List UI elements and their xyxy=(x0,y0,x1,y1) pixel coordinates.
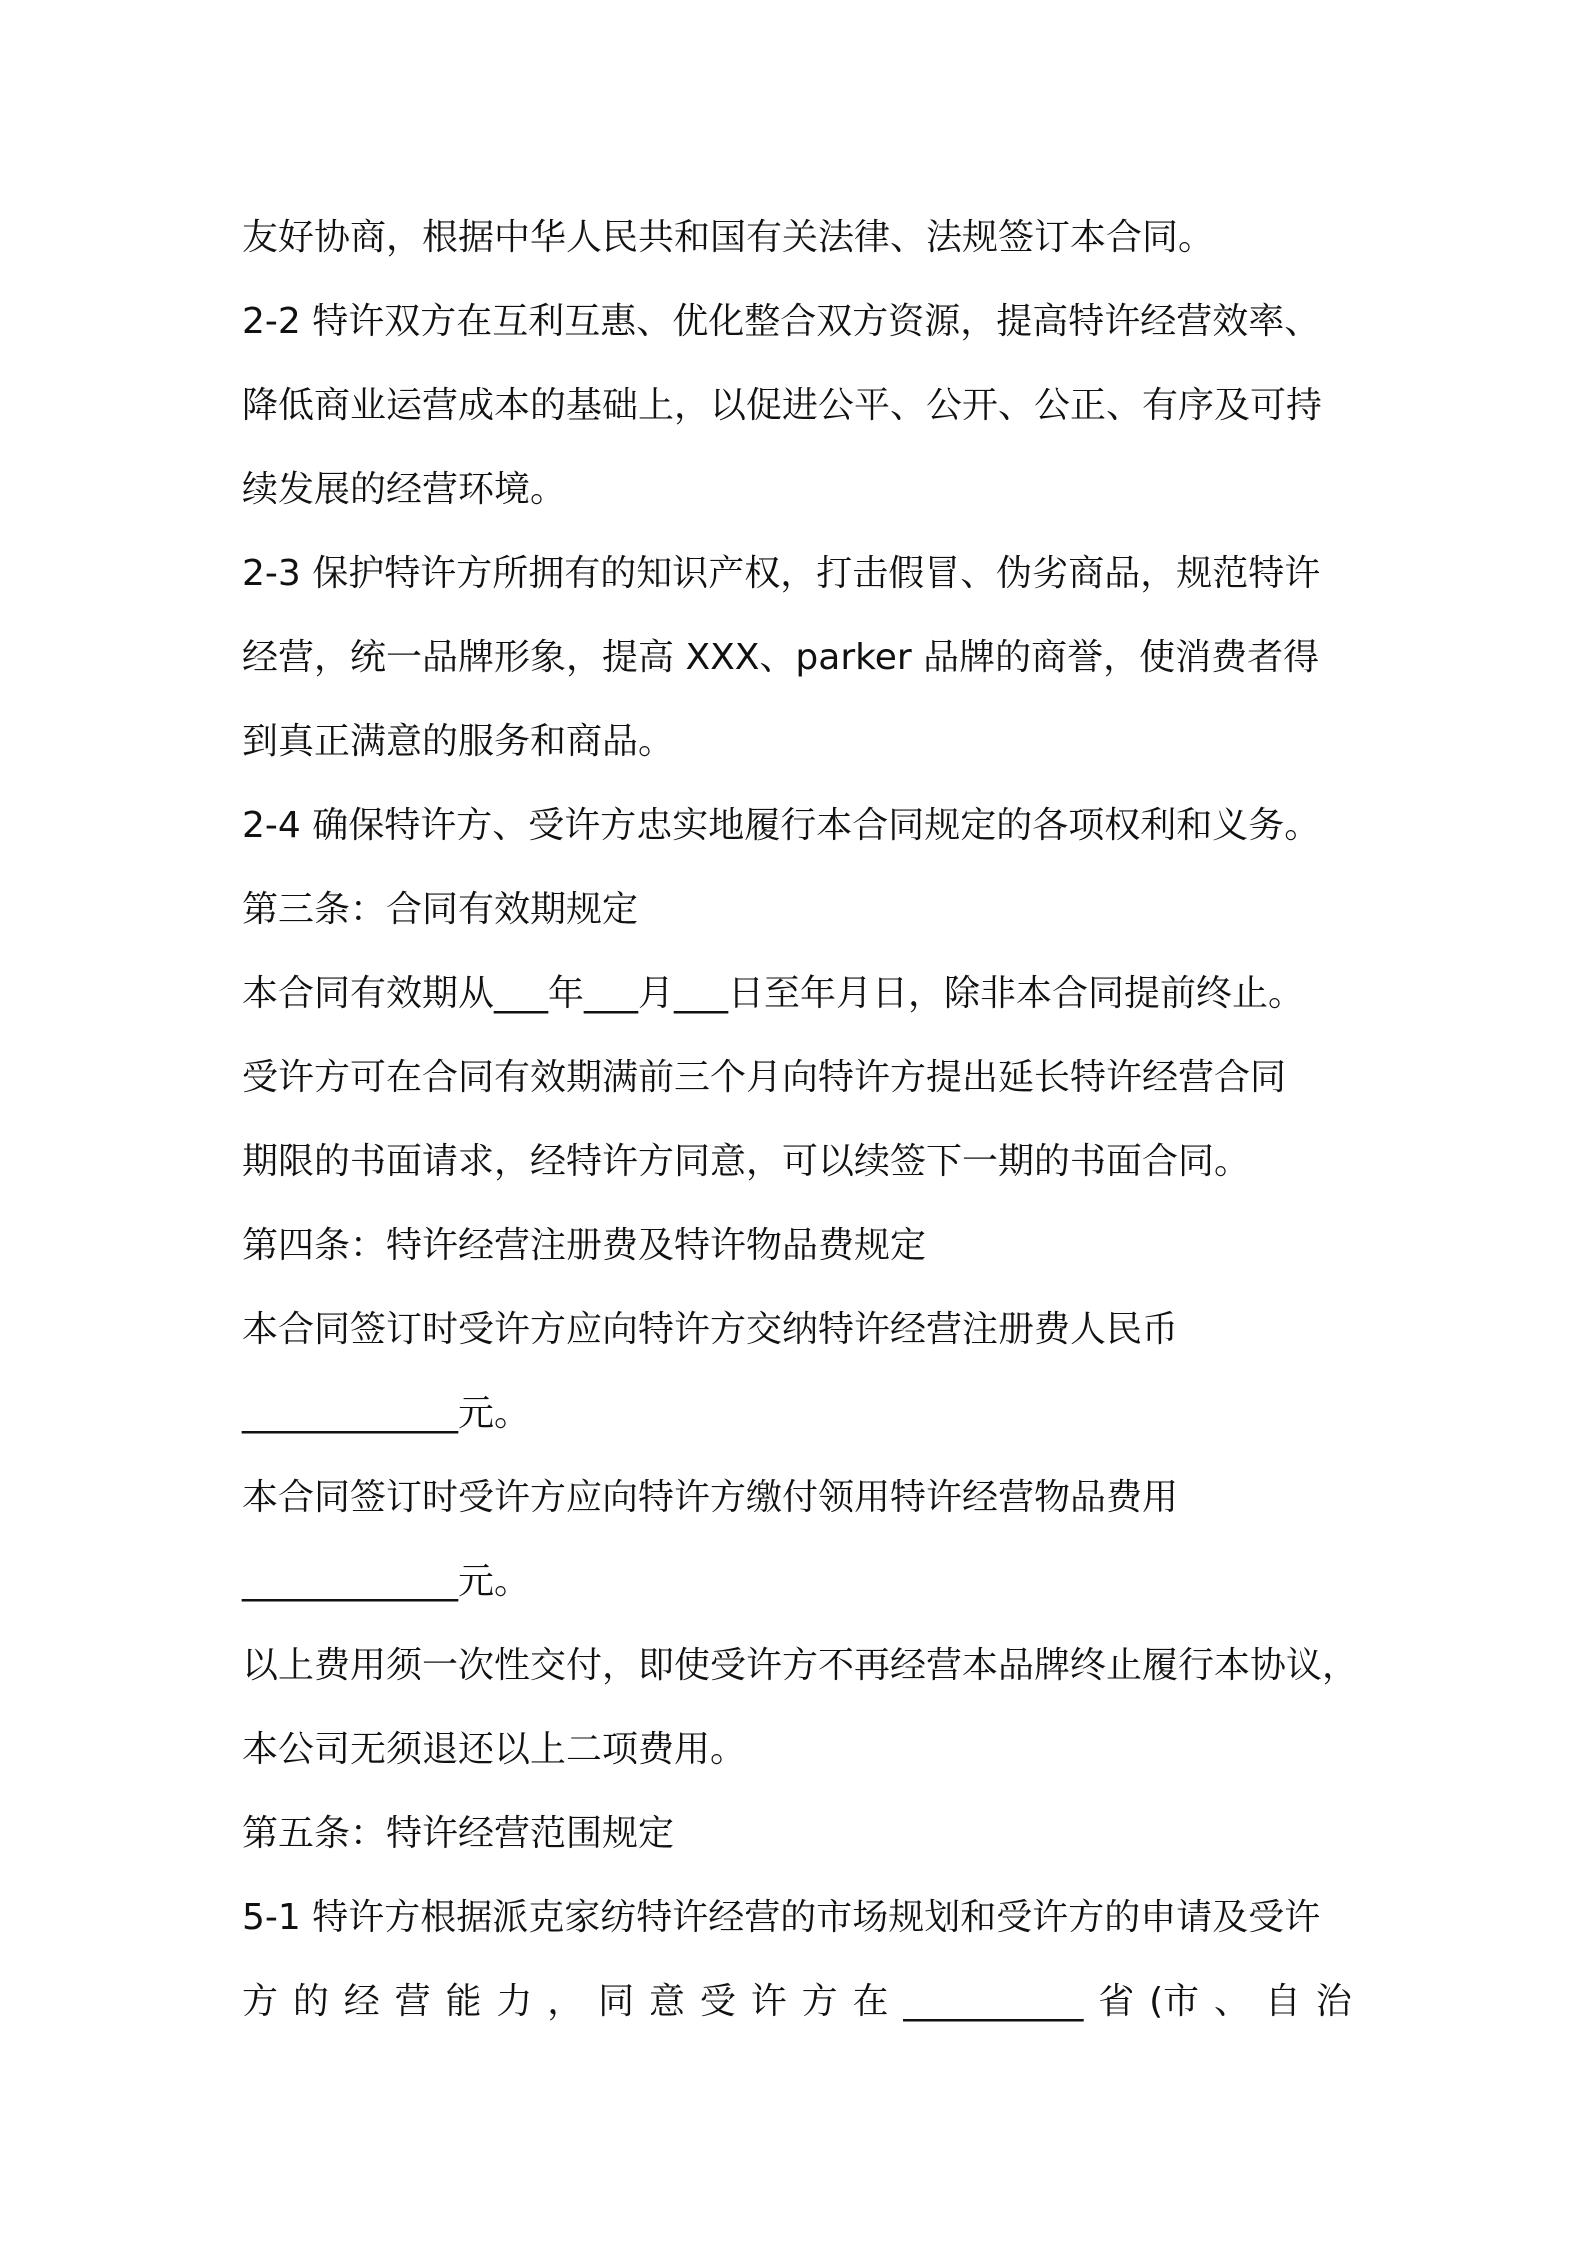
text-line: 本公司无须退还以上二项费用。 xyxy=(242,1729,747,1770)
document-page xyxy=(242,196,1362,2044)
text-line: 本合同签订时受许方应向特许方缴付领用特许经营物品费用 xyxy=(242,1477,1179,1518)
text-line: 本合同签订时受许方应向特许方交纳特许经营注册费人民币 xyxy=(242,1309,1179,1350)
text-fragment: 在 xyxy=(852,1981,889,2022)
text-fragment: 营 xyxy=(394,1981,431,2022)
blank-amount-line: ____________元。 xyxy=(242,1561,531,1602)
text-line: 2-4 确保特许方、受许方忠实地履行本合同规定的各项权利和义务。 xyxy=(242,805,1321,846)
text-line: 续发展的经营环境。 xyxy=(242,469,567,510)
text-fragment: 力 xyxy=(496,1981,533,2022)
text-fragment: 方 xyxy=(242,1981,279,2022)
text-line: 受许方可在合同有效期满前三个月向特许方提出延长特许经营合同 xyxy=(242,1057,1287,1098)
section-heading: 第三条：合同有效期规定 xyxy=(242,889,639,930)
text-line: 2-3 保护特许方所拥有的知识产权，打击假冒、伪劣商品，规范特许 xyxy=(242,553,1321,594)
blank-amount-line: ____________元。 xyxy=(242,1393,531,1434)
text-fragment: 许 xyxy=(750,1981,787,2022)
text-line: 降低商业运营成本的基础上，以促进公平、公开、公正、有序及可持 xyxy=(242,385,1323,426)
text-line: 友好协商，根据中华人民共和国有关法律、法规签订本合同。 xyxy=(242,217,1215,258)
text-fragment: 意 xyxy=(649,1981,686,2022)
text-fragment: 方 xyxy=(801,1981,838,2022)
text-fragment: 同 xyxy=(598,1981,635,2022)
text-line: 期限的书面请求，经特许方同意，可以续签下一期的书面合同。 xyxy=(242,1141,1251,1182)
text-line: 到真正满意的服务和商品。 xyxy=(242,721,675,762)
text-line: 经营，统一品牌形象，提高 XXX、parker 品牌的商誉，使消费者得 xyxy=(242,637,1320,678)
text-line: 2-2 特许双方在互利互惠、优化整合双方资源，提高特许经营效率、 xyxy=(242,301,1321,342)
blank-field: __________ xyxy=(903,1981,1084,2022)
text-fragment: 治 xyxy=(1315,1981,1352,2022)
text-fragment: 自 xyxy=(1264,1981,1301,2022)
text-line: 5-1 特许方根据派克家纺特许经营的市场规划和受许方的申请及受许 xyxy=(242,1897,1321,1938)
text-fragment: 受 xyxy=(699,1981,736,2022)
section-heading: 第四条：特许经营注册费及特许物品费规定 xyxy=(242,1225,927,1266)
text-fragment: 经 xyxy=(343,1981,380,2022)
text-line: 以上费用须一次性交付，即使受许方不再经营本品牌终止履行本协议， xyxy=(242,1645,1359,1686)
section-heading: 第五条：特许经营范围规定 xyxy=(242,1813,675,1854)
text-fragment: ， xyxy=(547,1981,584,2022)
text-fragment: 能 xyxy=(445,1981,482,2022)
text-fragment: (市 xyxy=(1149,1981,1200,2022)
text-fragment: 省 xyxy=(1098,1981,1135,2022)
text-line: 本合同有效期从___年___月___日至年月日，除非本合同提前终止。 xyxy=(242,973,1305,1014)
text-fragment: 的 xyxy=(292,1981,329,2022)
justified-text-line xyxy=(242,1960,1352,2044)
text-fragment: 、 xyxy=(1214,1981,1251,2022)
